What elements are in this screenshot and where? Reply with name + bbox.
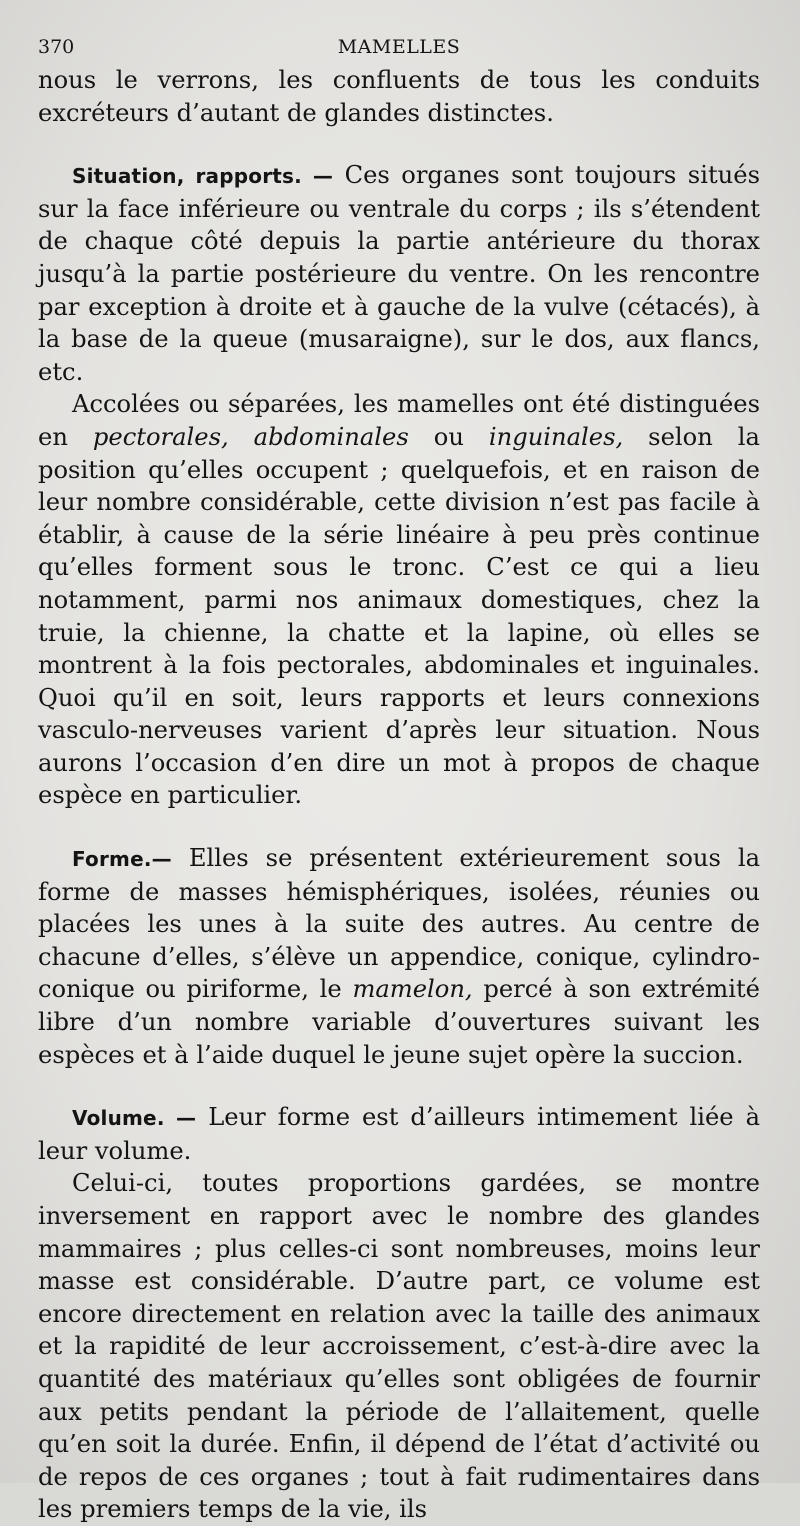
page-body [38,64,760,1526]
situation-or: ou [433,422,464,451]
term-pectorales: pectorales, [92,422,229,451]
volume-text-1: Leur forme est d’ailleurs intimement liée à leur volume. [38,1103,760,1165]
section-heading-forme: Forme.— [72,847,172,872]
situation-paragraph-1 [38,159,760,388]
term-inguinales: inguinales, [488,422,624,451]
situation-text-2a: Accolées ou séparées, les mamelles ont été distinguées en [38,390,760,451]
section-forme [38,842,760,1071]
page-header [38,30,760,64]
forme-text-a: Elles se présentent extérieurement sous la forme de masses hémisphériques, isolées, réunies ou placées les unes à la suite des autres. Au centre de chacune d’elles, s’élève un appendice, conique, cylindro-conique ou piriforme, le [38,844,760,1004]
situation-text-2b: selon la position qu’elles occupent ; quelquefois, et en raison de leur nombre considérable, cette division n’est pas facile à établir, à cause de la série linéaire à peu près continue qu’elles forment sous le tronc. C’est ce qui a lieu notamment, parmi nos animaux domestiques, chez la truie, la chienne, la chatte et la lapine, où elles se montrent à la fois pectorales, abdominales et inguinales. Quoi qu’il en soit, leurs rapports et leurs connexions vasculo-nerveuses varient d’après leur situation. Nous aurons l’occasion d’en dire un mot à propos de chaque espèce en particulier. [38,422,760,810]
forme-text-b: percé à son extrémité libre d’un nombre variable d’ouvertures suivant les espèces et à l’aide duquel le jeune sujet opère la succion. [38,975,760,1069]
volume-paragraph-1 [38,1101,760,1167]
intro-text: nous le verrons, les confluents de tous les conduits excréteurs d’autant de glandes distinctes. [38,66,760,127]
section-heading-situation: Situation, rapports. — [72,164,334,189]
term-abdominales: abdominales [253,422,409,451]
section-situation [38,159,760,812]
intro-paragraph [38,64,760,129]
section-volume [38,1101,760,1526]
page-number: 370 [38,36,75,58]
situation-text-1: Ces organes sont toujours situés sur la face inférieure ou ventrale du corps ; ils s’étendent de chaque côté depuis la partie antérieure du thorax jusqu’à la partie postérieure du ventre. On les rencontre par exception à droite et à gauche de la vulve (cétacés), à la base de la queue (musaraigne), sur le dos, aux flancs, etc. [38,161,760,386]
situation-paragraph-2 [38,388,760,812]
section-heading-volume: Volume. — [72,1106,197,1131]
running-title: MAMELLES [337,36,461,58]
volume-paragraph-2 [38,1167,760,1526]
forme-paragraph [38,842,760,1071]
term-mamelon: mamelon, [352,975,473,1004]
volume-text-2: Celui-ci, toutes proportions gardées, se montre inversement en rapport avec le nombre des glandes mammaires ; plus celles-ci sont nombreuses, moins leur masse est considérable. D’autre part, ce volume est encore directement en relation avec la taille des animaux et la rapidité de leur accroissement, c’est-à-dire avec la quantité des matériaux qu’elles sont obligées de fournir aux petits pendant la période de l’allaitement, quelle qu’en soit la durée. Enfin, il dépend de l’état d’activité ou de repos de ces organes ; tout à fait rudimentaires dans les premiers temps de la vie, ils [38,1169,760,1524]
